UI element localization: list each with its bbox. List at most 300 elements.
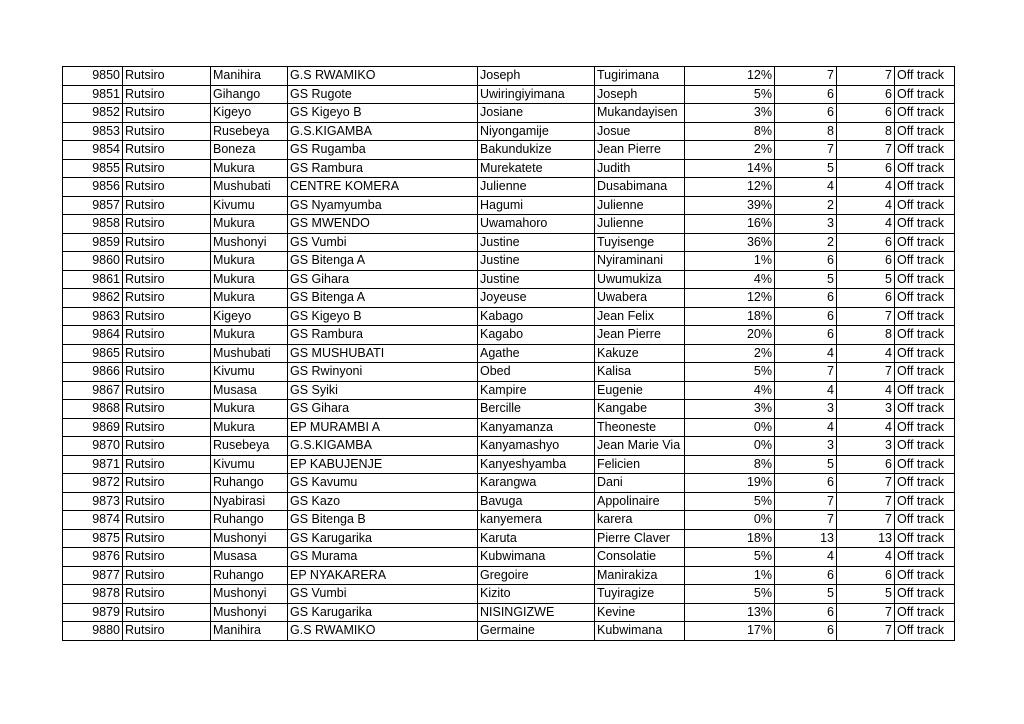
district-cell: Rutsiro bbox=[123, 270, 211, 289]
first-name-cell: Uwiringiyimana bbox=[478, 85, 595, 104]
table-body bbox=[63, 67, 955, 641]
value-a-cell: 7 bbox=[775, 511, 837, 530]
district-cell: Rutsiro bbox=[123, 122, 211, 141]
last-name-cell: Jean Felix bbox=[595, 307, 685, 326]
row-id-cell: 9855 bbox=[63, 159, 123, 178]
district-cell: Rutsiro bbox=[123, 141, 211, 160]
value-a-cell: 3 bbox=[775, 400, 837, 419]
percent-cell: 2% bbox=[685, 141, 775, 160]
row-id-cell: 9861 bbox=[63, 270, 123, 289]
percent-cell: 5% bbox=[685, 85, 775, 104]
first-name-cell: Kanyeshyamba bbox=[478, 455, 595, 474]
first-name-cell: kanyemera bbox=[478, 511, 595, 530]
sector-cell: Mushubati bbox=[211, 344, 288, 363]
sector-cell: Mukura bbox=[211, 400, 288, 419]
row-id-cell: 9880 bbox=[63, 622, 123, 641]
row-id-cell: 9879 bbox=[63, 603, 123, 622]
row-id-cell: 9877 bbox=[63, 566, 123, 585]
value-a-cell: 4 bbox=[775, 381, 837, 400]
school-cell: G.S RWAMIKO bbox=[288, 67, 478, 86]
value-b-cell: 4 bbox=[837, 178, 895, 197]
district-cell: Rutsiro bbox=[123, 67, 211, 86]
value-a-cell: 5 bbox=[775, 159, 837, 178]
row-id-cell: 9873 bbox=[63, 492, 123, 511]
value-b-cell: 13 bbox=[837, 529, 895, 548]
value-b-cell: 7 bbox=[837, 511, 895, 530]
first-name-cell: Kizito bbox=[478, 585, 595, 604]
school-cell: GS Karugarika bbox=[288, 603, 478, 622]
district-cell: Rutsiro bbox=[123, 474, 211, 493]
last-name-cell: Theoneste bbox=[595, 418, 685, 437]
value-b-cell: 8 bbox=[837, 122, 895, 141]
first-name-cell: Bakundukize bbox=[478, 141, 595, 160]
sector-cell: Kivumu bbox=[211, 196, 288, 215]
first-name-cell: Murekatete bbox=[478, 159, 595, 178]
sector-cell: Mukura bbox=[211, 252, 288, 271]
first-name-cell: Karangwa bbox=[478, 474, 595, 493]
last-name-cell: Mukandayisen bbox=[595, 104, 685, 123]
table-row bbox=[63, 307, 955, 326]
sector-cell: Mushubati bbox=[211, 178, 288, 197]
school-cell: EP KABUJENJE bbox=[288, 455, 478, 474]
value-a-cell: 6 bbox=[775, 289, 837, 308]
value-a-cell: 5 bbox=[775, 455, 837, 474]
status-cell: Off track bbox=[895, 418, 955, 437]
table-row bbox=[63, 215, 955, 234]
table-row bbox=[63, 104, 955, 123]
percent-cell: 4% bbox=[685, 381, 775, 400]
district-cell: Rutsiro bbox=[123, 381, 211, 400]
last-name-cell: Julienne bbox=[595, 215, 685, 234]
sector-cell: Mushonyi bbox=[211, 529, 288, 548]
last-name-cell: Dusabimana bbox=[595, 178, 685, 197]
value-a-cell: 7 bbox=[775, 141, 837, 160]
value-b-cell: 6 bbox=[837, 455, 895, 474]
first-name-cell: Karuta bbox=[478, 529, 595, 548]
table-row bbox=[63, 233, 955, 252]
status-cell: Off track bbox=[895, 381, 955, 400]
school-cell: GS Bitenga B bbox=[288, 511, 478, 530]
school-cell: GS Syiki bbox=[288, 381, 478, 400]
first-name-cell: Justine bbox=[478, 252, 595, 271]
last-name-cell: Jean Pierre bbox=[595, 326, 685, 345]
percent-cell: 1% bbox=[685, 566, 775, 585]
table-row bbox=[63, 363, 955, 382]
row-id-cell: 9870 bbox=[63, 437, 123, 456]
value-b-cell: 6 bbox=[837, 566, 895, 585]
district-cell: Rutsiro bbox=[123, 566, 211, 585]
sector-cell: Mukura bbox=[211, 215, 288, 234]
row-id-cell: 9853 bbox=[63, 122, 123, 141]
school-cell: GS Karugarika bbox=[288, 529, 478, 548]
first-name-cell: Uwamahoro bbox=[478, 215, 595, 234]
last-name-cell: karera bbox=[595, 511, 685, 530]
status-cell: Off track bbox=[895, 363, 955, 382]
sector-cell: Musasa bbox=[211, 548, 288, 567]
district-cell: Rutsiro bbox=[123, 307, 211, 326]
value-b-cell: 6 bbox=[837, 159, 895, 178]
last-name-cell: Appolinaire bbox=[595, 492, 685, 511]
percent-cell: 17% bbox=[685, 622, 775, 641]
last-name-cell: Uwabera bbox=[595, 289, 685, 308]
last-name-cell: Manirakiza bbox=[595, 566, 685, 585]
percent-cell: 3% bbox=[685, 400, 775, 419]
first-name-cell: Kabago bbox=[478, 307, 595, 326]
status-cell: Off track bbox=[895, 104, 955, 123]
row-id-cell: 9867 bbox=[63, 381, 123, 400]
value-a-cell: 2 bbox=[775, 196, 837, 215]
table-row bbox=[63, 159, 955, 178]
table-row bbox=[63, 418, 955, 437]
value-b-cell: 6 bbox=[837, 85, 895, 104]
district-cell: Rutsiro bbox=[123, 437, 211, 456]
first-name-cell: Agathe bbox=[478, 344, 595, 363]
district-cell: Rutsiro bbox=[123, 603, 211, 622]
percent-cell: 1% bbox=[685, 252, 775, 271]
status-cell: Off track bbox=[895, 437, 955, 456]
sector-cell: Mukura bbox=[211, 270, 288, 289]
value-b-cell: 4 bbox=[837, 344, 895, 363]
data-table bbox=[62, 66, 955, 641]
last-name-cell: Jean Pierre bbox=[595, 141, 685, 160]
value-b-cell: 6 bbox=[837, 289, 895, 308]
value-a-cell: 6 bbox=[775, 622, 837, 641]
percent-cell: 18% bbox=[685, 529, 775, 548]
district-cell: Rutsiro bbox=[123, 178, 211, 197]
table-row bbox=[63, 455, 955, 474]
table-row bbox=[63, 196, 955, 215]
table-row bbox=[63, 344, 955, 363]
value-a-cell: 5 bbox=[775, 585, 837, 604]
school-cell: GS Nyamyumba bbox=[288, 196, 478, 215]
sector-cell: Ruhango bbox=[211, 566, 288, 585]
row-id-cell: 9857 bbox=[63, 196, 123, 215]
status-cell: Off track bbox=[895, 474, 955, 493]
first-name-cell: Kanyamashyo bbox=[478, 437, 595, 456]
first-name-cell: NISINGIZWE bbox=[478, 603, 595, 622]
district-cell: Rutsiro bbox=[123, 529, 211, 548]
percent-cell: 13% bbox=[685, 603, 775, 622]
table-row bbox=[63, 529, 955, 548]
value-a-cell: 2 bbox=[775, 233, 837, 252]
district-cell: Rutsiro bbox=[123, 418, 211, 437]
last-name-cell: Uwumukiza bbox=[595, 270, 685, 289]
sector-cell: Mukura bbox=[211, 418, 288, 437]
last-name-cell: Pierre Claver bbox=[595, 529, 685, 548]
value-a-cell: 3 bbox=[775, 215, 837, 234]
row-id-cell: 9872 bbox=[63, 474, 123, 493]
first-name-cell: Gregoire bbox=[478, 566, 595, 585]
status-cell: Off track bbox=[895, 603, 955, 622]
value-a-cell: 7 bbox=[775, 67, 837, 86]
status-cell: Off track bbox=[895, 511, 955, 530]
status-cell: Off track bbox=[895, 289, 955, 308]
school-cell: G.S.KIGAMBA bbox=[288, 122, 478, 141]
school-cell: GS Bitenga A bbox=[288, 252, 478, 271]
school-cell: GS Gihara bbox=[288, 270, 478, 289]
status-cell: Off track bbox=[895, 215, 955, 234]
district-cell: Rutsiro bbox=[123, 344, 211, 363]
sector-cell: Kigeyo bbox=[211, 307, 288, 326]
value-a-cell: 13 bbox=[775, 529, 837, 548]
status-cell: Off track bbox=[895, 196, 955, 215]
last-name-cell: Joseph bbox=[595, 85, 685, 104]
sector-cell: Mushonyi bbox=[211, 603, 288, 622]
district-cell: Rutsiro bbox=[123, 196, 211, 215]
value-b-cell: 6 bbox=[837, 104, 895, 123]
school-cell: GS Rugamba bbox=[288, 141, 478, 160]
row-id-cell: 9869 bbox=[63, 418, 123, 437]
value-a-cell: 4 bbox=[775, 178, 837, 197]
sector-cell: Rusebeya bbox=[211, 122, 288, 141]
value-b-cell: 7 bbox=[837, 141, 895, 160]
sector-cell: Mushonyi bbox=[211, 233, 288, 252]
school-cell: GS Rambura bbox=[288, 326, 478, 345]
school-cell: GS Kazo bbox=[288, 492, 478, 511]
district-cell: Rutsiro bbox=[123, 252, 211, 271]
last-name-cell: Consolatie bbox=[595, 548, 685, 567]
status-cell: Off track bbox=[895, 455, 955, 474]
value-a-cell: 5 bbox=[775, 270, 837, 289]
table-row bbox=[63, 67, 955, 86]
school-cell: G.S RWAMIKO bbox=[288, 622, 478, 641]
percent-cell: 18% bbox=[685, 307, 775, 326]
district-cell: Rutsiro bbox=[123, 104, 211, 123]
last-name-cell: Dani bbox=[595, 474, 685, 493]
percent-cell: 3% bbox=[685, 104, 775, 123]
value-b-cell: 3 bbox=[837, 437, 895, 456]
district-cell: Rutsiro bbox=[123, 363, 211, 382]
row-id-cell: 9854 bbox=[63, 141, 123, 160]
district-cell: Rutsiro bbox=[123, 159, 211, 178]
percent-cell: 0% bbox=[685, 511, 775, 530]
row-id-cell: 9856 bbox=[63, 178, 123, 197]
table-row bbox=[63, 289, 955, 308]
last-name-cell: Eugenie bbox=[595, 381, 685, 400]
value-b-cell: 7 bbox=[837, 622, 895, 641]
first-name-cell: Justine bbox=[478, 270, 595, 289]
value-b-cell: 6 bbox=[837, 252, 895, 271]
last-name-cell: Nyiraminani bbox=[595, 252, 685, 271]
sector-cell: Kivumu bbox=[211, 363, 288, 382]
first-name-cell: Kubwimana bbox=[478, 548, 595, 567]
last-name-cell: Jean Marie Via bbox=[595, 437, 685, 456]
value-b-cell: 5 bbox=[837, 585, 895, 604]
last-name-cell: Tuyisenge bbox=[595, 233, 685, 252]
percent-cell: 4% bbox=[685, 270, 775, 289]
school-cell: GS Murama bbox=[288, 548, 478, 567]
first-name-cell: Kagabo bbox=[478, 326, 595, 345]
school-cell: GS Bitenga A bbox=[288, 289, 478, 308]
percent-cell: 19% bbox=[685, 474, 775, 493]
status-cell: Off track bbox=[895, 159, 955, 178]
school-cell: GS Rugote bbox=[288, 85, 478, 104]
last-name-cell: Julienne bbox=[595, 196, 685, 215]
district-cell: Rutsiro bbox=[123, 289, 211, 308]
sector-cell: Rusebeya bbox=[211, 437, 288, 456]
status-cell: Off track bbox=[895, 344, 955, 363]
percent-cell: 0% bbox=[685, 437, 775, 456]
table-row bbox=[63, 270, 955, 289]
status-cell: Off track bbox=[895, 400, 955, 419]
row-id-cell: 9875 bbox=[63, 529, 123, 548]
school-cell: GS MUSHUBATI bbox=[288, 344, 478, 363]
status-cell: Off track bbox=[895, 270, 955, 289]
sector-cell: Boneza bbox=[211, 141, 288, 160]
percent-cell: 14% bbox=[685, 159, 775, 178]
table-row bbox=[63, 141, 955, 160]
sector-cell: Mukura bbox=[211, 326, 288, 345]
table-row bbox=[63, 492, 955, 511]
value-a-cell: 4 bbox=[775, 418, 837, 437]
status-cell: Off track bbox=[895, 307, 955, 326]
percent-cell: 5% bbox=[685, 548, 775, 567]
row-id-cell: 9864 bbox=[63, 326, 123, 345]
value-a-cell: 6 bbox=[775, 603, 837, 622]
row-id-cell: 9878 bbox=[63, 585, 123, 604]
table-row bbox=[63, 122, 955, 141]
sector-cell: Ruhango bbox=[211, 474, 288, 493]
school-cell: G.S.KIGAMBA bbox=[288, 437, 478, 456]
value-a-cell: 6 bbox=[775, 252, 837, 271]
value-b-cell: 7 bbox=[837, 492, 895, 511]
status-cell: Off track bbox=[895, 67, 955, 86]
row-id-cell: 9862 bbox=[63, 289, 123, 308]
table-row bbox=[63, 566, 955, 585]
first-name-cell: Bavuga bbox=[478, 492, 595, 511]
district-cell: Rutsiro bbox=[123, 85, 211, 104]
sector-cell: Musasa bbox=[211, 381, 288, 400]
row-id-cell: 9859 bbox=[63, 233, 123, 252]
sector-cell: Kivumu bbox=[211, 455, 288, 474]
value-b-cell: 4 bbox=[837, 215, 895, 234]
last-name-cell: Tugirimana bbox=[595, 67, 685, 86]
table-row bbox=[63, 511, 955, 530]
sector-cell: Nyabirasi bbox=[211, 492, 288, 511]
first-name-cell: Justine bbox=[478, 233, 595, 252]
school-cell: GS Gihara bbox=[288, 400, 478, 419]
value-a-cell: 7 bbox=[775, 492, 837, 511]
table-row bbox=[63, 326, 955, 345]
row-id-cell: 9860 bbox=[63, 252, 123, 271]
row-id-cell: 9850 bbox=[63, 67, 123, 86]
row-id-cell: 9852 bbox=[63, 104, 123, 123]
row-id-cell: 9874 bbox=[63, 511, 123, 530]
status-cell: Off track bbox=[895, 178, 955, 197]
value-a-cell: 3 bbox=[775, 437, 837, 456]
value-b-cell: 4 bbox=[837, 381, 895, 400]
first-name-cell: Joseph bbox=[478, 67, 595, 86]
value-a-cell: 6 bbox=[775, 474, 837, 493]
first-name-cell: Joyeuse bbox=[478, 289, 595, 308]
first-name-cell: Julienne bbox=[478, 178, 595, 197]
first-name-cell: Bercille bbox=[478, 400, 595, 419]
table-row bbox=[63, 474, 955, 493]
value-b-cell: 7 bbox=[837, 363, 895, 382]
school-cell: GS Vumbi bbox=[288, 585, 478, 604]
last-name-cell: Tuyiragize bbox=[595, 585, 685, 604]
district-cell: Rutsiro bbox=[123, 492, 211, 511]
table-row bbox=[63, 381, 955, 400]
row-id-cell: 9858 bbox=[63, 215, 123, 234]
first-name-cell: Kanyamanza bbox=[478, 418, 595, 437]
first-name-cell: Obed bbox=[478, 363, 595, 382]
status-cell: Off track bbox=[895, 252, 955, 271]
last-name-cell: Kevine bbox=[595, 603, 685, 622]
school-cell: EP MURAMBI A bbox=[288, 418, 478, 437]
sector-cell: Manihira bbox=[211, 67, 288, 86]
value-a-cell: 8 bbox=[775, 122, 837, 141]
percent-cell: 2% bbox=[685, 344, 775, 363]
first-name-cell: Josiane bbox=[478, 104, 595, 123]
value-b-cell: 8 bbox=[837, 326, 895, 345]
value-b-cell: 5 bbox=[837, 270, 895, 289]
value-b-cell: 7 bbox=[837, 307, 895, 326]
status-cell: Off track bbox=[895, 548, 955, 567]
percent-cell: 39% bbox=[685, 196, 775, 215]
sector-cell: Ruhango bbox=[211, 511, 288, 530]
school-cell: GS Kigeyo B bbox=[288, 104, 478, 123]
value-b-cell: 4 bbox=[837, 418, 895, 437]
district-cell: Rutsiro bbox=[123, 585, 211, 604]
percent-cell: 5% bbox=[685, 363, 775, 382]
row-id-cell: 9871 bbox=[63, 455, 123, 474]
first-name-cell: Hagumi bbox=[478, 196, 595, 215]
percent-cell: 5% bbox=[685, 492, 775, 511]
district-cell: Rutsiro bbox=[123, 511, 211, 530]
value-b-cell: 4 bbox=[837, 548, 895, 567]
status-cell: Off track bbox=[895, 85, 955, 104]
percent-cell: 12% bbox=[685, 178, 775, 197]
percent-cell: 8% bbox=[685, 455, 775, 474]
school-cell: GS Kigeyo B bbox=[288, 307, 478, 326]
sector-cell: Mukura bbox=[211, 289, 288, 308]
sector-cell: Mushonyi bbox=[211, 585, 288, 604]
status-cell: Off track bbox=[895, 622, 955, 641]
table-row bbox=[63, 603, 955, 622]
value-b-cell: 4 bbox=[837, 196, 895, 215]
first-name-cell: Niyongamije bbox=[478, 122, 595, 141]
value-a-cell: 6 bbox=[775, 566, 837, 585]
school-cell: GS Kavumu bbox=[288, 474, 478, 493]
table-row bbox=[63, 252, 955, 271]
value-a-cell: 6 bbox=[775, 326, 837, 345]
last-name-cell: Kubwimana bbox=[595, 622, 685, 641]
percent-cell: 36% bbox=[685, 233, 775, 252]
row-id-cell: 9863 bbox=[63, 307, 123, 326]
percent-cell: 16% bbox=[685, 215, 775, 234]
row-id-cell: 9851 bbox=[63, 85, 123, 104]
status-cell: Off track bbox=[895, 566, 955, 585]
table-row bbox=[63, 622, 955, 641]
value-b-cell: 7 bbox=[837, 474, 895, 493]
sector-cell: Kigeyo bbox=[211, 104, 288, 123]
value-a-cell: 6 bbox=[775, 104, 837, 123]
sector-cell: Gihango bbox=[211, 85, 288, 104]
last-name-cell: Kangabe bbox=[595, 400, 685, 419]
status-cell: Off track bbox=[895, 141, 955, 160]
value-a-cell: 4 bbox=[775, 344, 837, 363]
last-name-cell: Josue bbox=[595, 122, 685, 141]
row-id-cell: 9866 bbox=[63, 363, 123, 382]
first-name-cell: Germaine bbox=[478, 622, 595, 641]
last-name-cell: Felicien bbox=[595, 455, 685, 474]
sector-cell: Manihira bbox=[211, 622, 288, 641]
row-id-cell: 9876 bbox=[63, 548, 123, 567]
table-row bbox=[63, 437, 955, 456]
last-name-cell: Kakuze bbox=[595, 344, 685, 363]
status-cell: Off track bbox=[895, 122, 955, 141]
